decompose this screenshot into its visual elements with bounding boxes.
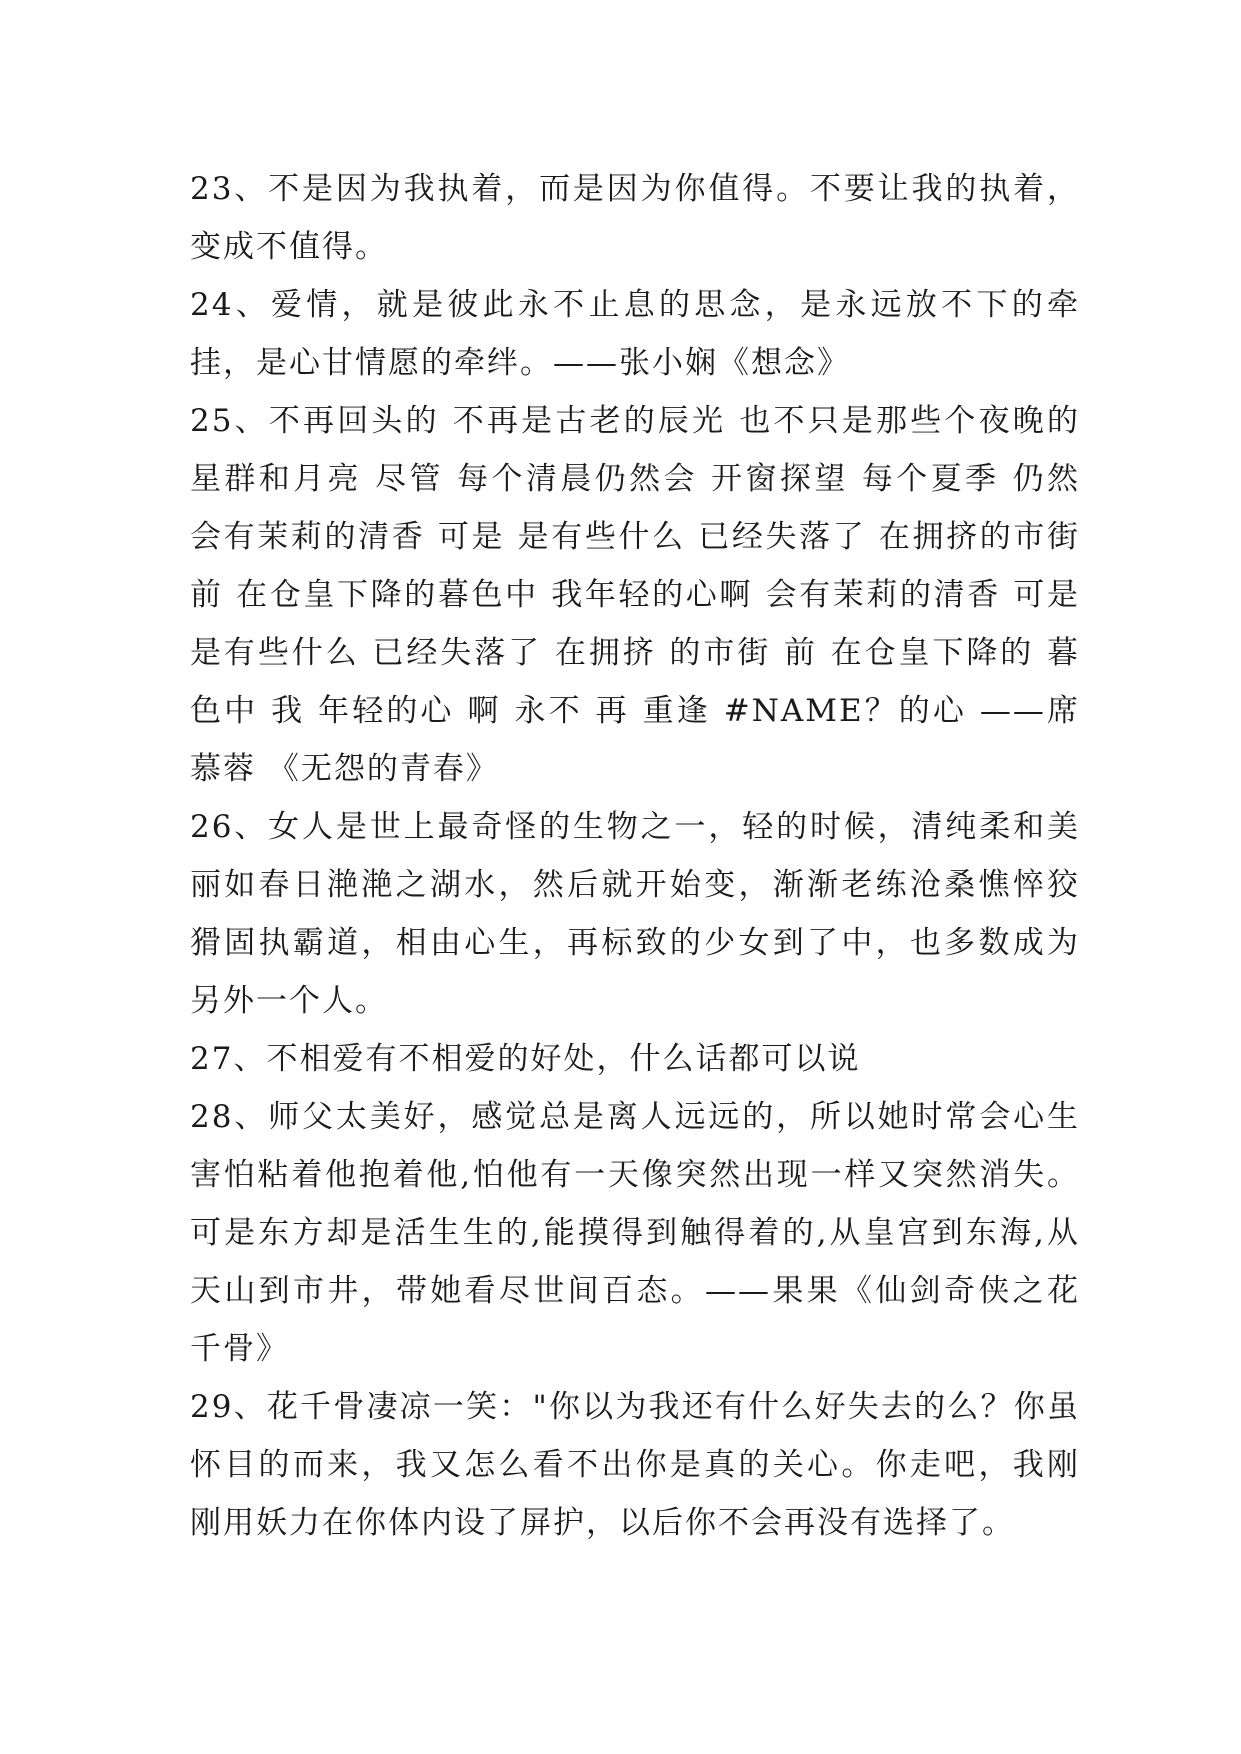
document-body — [190, 160, 1092, 1552]
quote-paragraph-24: 24、爱情，就是彼此永不止息的思念，是永远放不下的牵挂，是心甘情愿的牵绊。——张小娴《想念》 — [190, 287, 1080, 381]
quote-paragraph-29: 29、花千骨凄凉一笑："你以为我还有什么好失去的么？你虽怀目的而来，我又怎么看不出你是真的关心。你走吧，我刚刚用妖力在你体内设了屏护，以后你不会再没有选择了。 — [190, 1389, 1080, 1541]
quote-paragraph-26: 26、女人是世上最奇怪的生物之一，轻的时候，清纯柔和美丽如春日滟滟之湖水，然后就开始变，渐渐老练沧桑憔悴狡猾固执霸道，相由心生，再标致的少女到了中，也多数成为另外一个人。 — [190, 809, 1080, 1019]
quote-paragraph-28: 28、师父太美好，感觉总是离人远远的，所以她时常会心生害怕粘着他抱着他,怕他有一天像突然出现一样又突然消失。可是东方却是活生生的,能摸得到触得着的,从皇宫到东海,从天山到市井，带她看尽世间百态。——果果《仙剑奇侠之花千骨》 — [190, 1099, 1080, 1367]
quote-paragraph-27: 27、不相爱有不相爱的好处，什么话都可以说 — [190, 1041, 861, 1077]
quote-paragraph-23: 23、不是因为我执着，而是因为你值得。不要让我的执着，变成不值得。 — [190, 171, 1080, 265]
quote-paragraph-25: 25、不再回头的 不再是古老的辰光 也不只是那些个夜晚的星群和月亮 尽管 每个清晨仍然会 开窗探望 每个夏季 仍然 会有茉莉的清香 可是 是有些什么 已经失落了 在拥挤的市街前 在仓皇下降的暮色中 我年轻的心啊 会有茉莉的清香 可是 是有些什么 已经失落了 在拥挤 的市街 前 在仓皇下降的 暮色中 我 年轻的心 啊 永不 再 重逢 #NAME？的心 ——席 慕蓉 《无怨的青春》 — [190, 403, 1092, 787]
